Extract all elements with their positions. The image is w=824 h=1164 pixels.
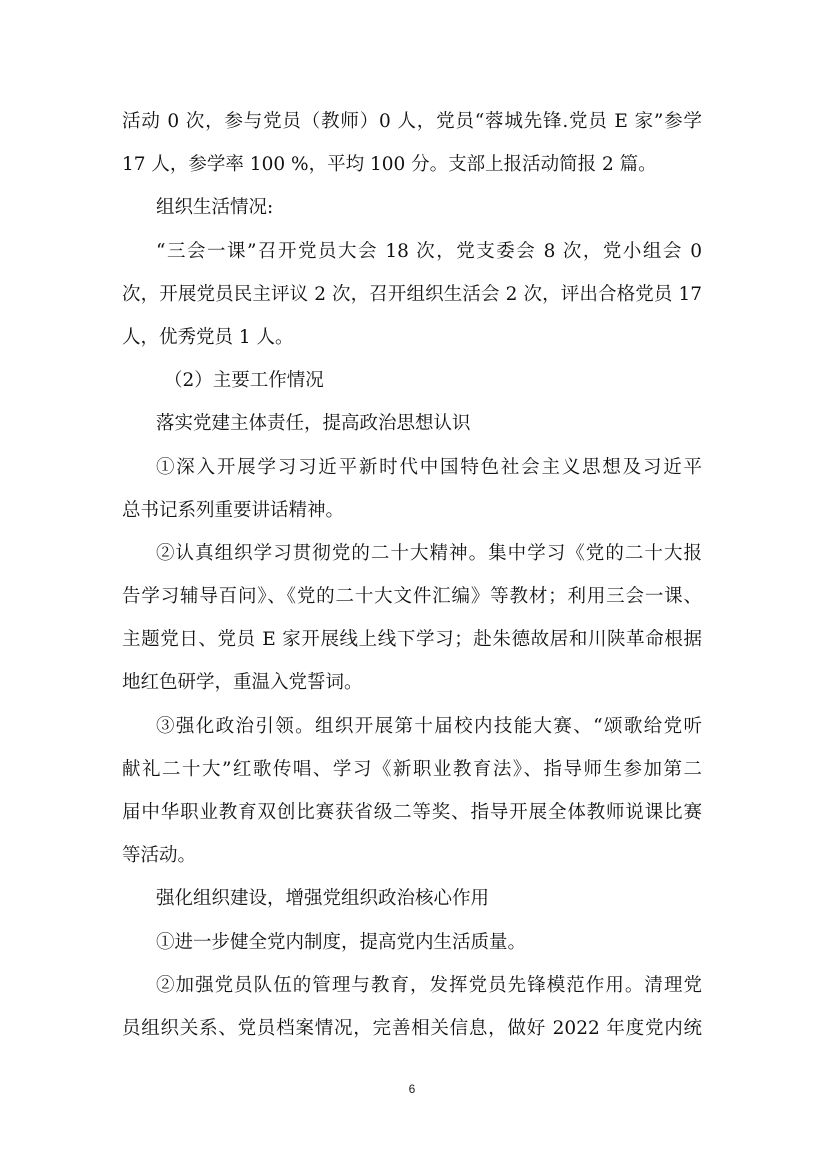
paragraph-line: 人，优秀党员 1 人。 [122, 326, 294, 348]
paragraph-line: 活动 0 次，参与党员（教师）0 人，党员“蓉城先锋.党员 E 家”参学 [122, 111, 702, 132]
paragraph-line: ②认真组织学习贯彻党的二十大精神。集中学习《党的二十大报 [156, 542, 702, 564]
paragraph-line: ②加强党员队伍的管理与教育，发挥党员先锋模范作用。清理党 [156, 974, 702, 996]
paragraph-line: 等活动。 [122, 845, 197, 867]
paragraph-line: 献礼二十大”红歌传唱、学习《新职业教育法》、指导师生参加第二 [122, 758, 702, 780]
paragraph-line: ①深入开展学习习近平新时代中国特色社会主义思想及习近平 [156, 456, 702, 478]
section-heading: （2）主要工作情况 [164, 370, 324, 392]
paragraph-line: 届中华职业教育双创比赛获省级二等奖、指导开展全体教师说课比赛 [122, 802, 702, 823]
section-heading: 组织生活情况: [156, 197, 274, 219]
body-text [122, 100, 702, 1050]
paragraph-line: 告学习辅导百问》、《党的二十大文件汇编》等教材；利用三会一课、 [122, 586, 702, 608]
paragraph-line: 员组织关系、党员档案情况，完善相关信息，做好 2022 年度党内统 [122, 1017, 702, 1039]
paragraph-line: 次，开展党员民主评议 2 次，召开组织生活会 2 次，评出合格党员 17 [122, 283, 702, 305]
paragraph-line: 地红色研学，重温入党誓词。 [122, 672, 363, 694]
paragraph-line: ③强化政治引领。组织开展第十届校内技能大赛、“颂歌给党听 [156, 715, 702, 737]
paragraph-line: 主题党日、党员 E 家开展线上线下学习；赴朱德故居和川陕革命根据 [122, 629, 702, 651]
paragraph-line: 17 人，参学率 100 %，平均 100 分。支部上报活动简报 2 篇。 [122, 154, 657, 176]
paragraph-line: “三会一课”召开党员大会 18 次，党支委会 8 次，党小组会 0 [156, 240, 702, 262]
section-heading: 落实党建主体责任，提高政治思想认识 [156, 413, 471, 435]
section-heading: 强化组织建设，增强党组织政治核心作用 [156, 888, 490, 910]
paragraph-line: ①进一步健全党内制度，提高党内生活质量。 [156, 931, 527, 953]
page-number: 6 [408, 1082, 416, 1096]
paragraph-line: 总书记系列重要讲话精神。 [122, 499, 345, 521]
